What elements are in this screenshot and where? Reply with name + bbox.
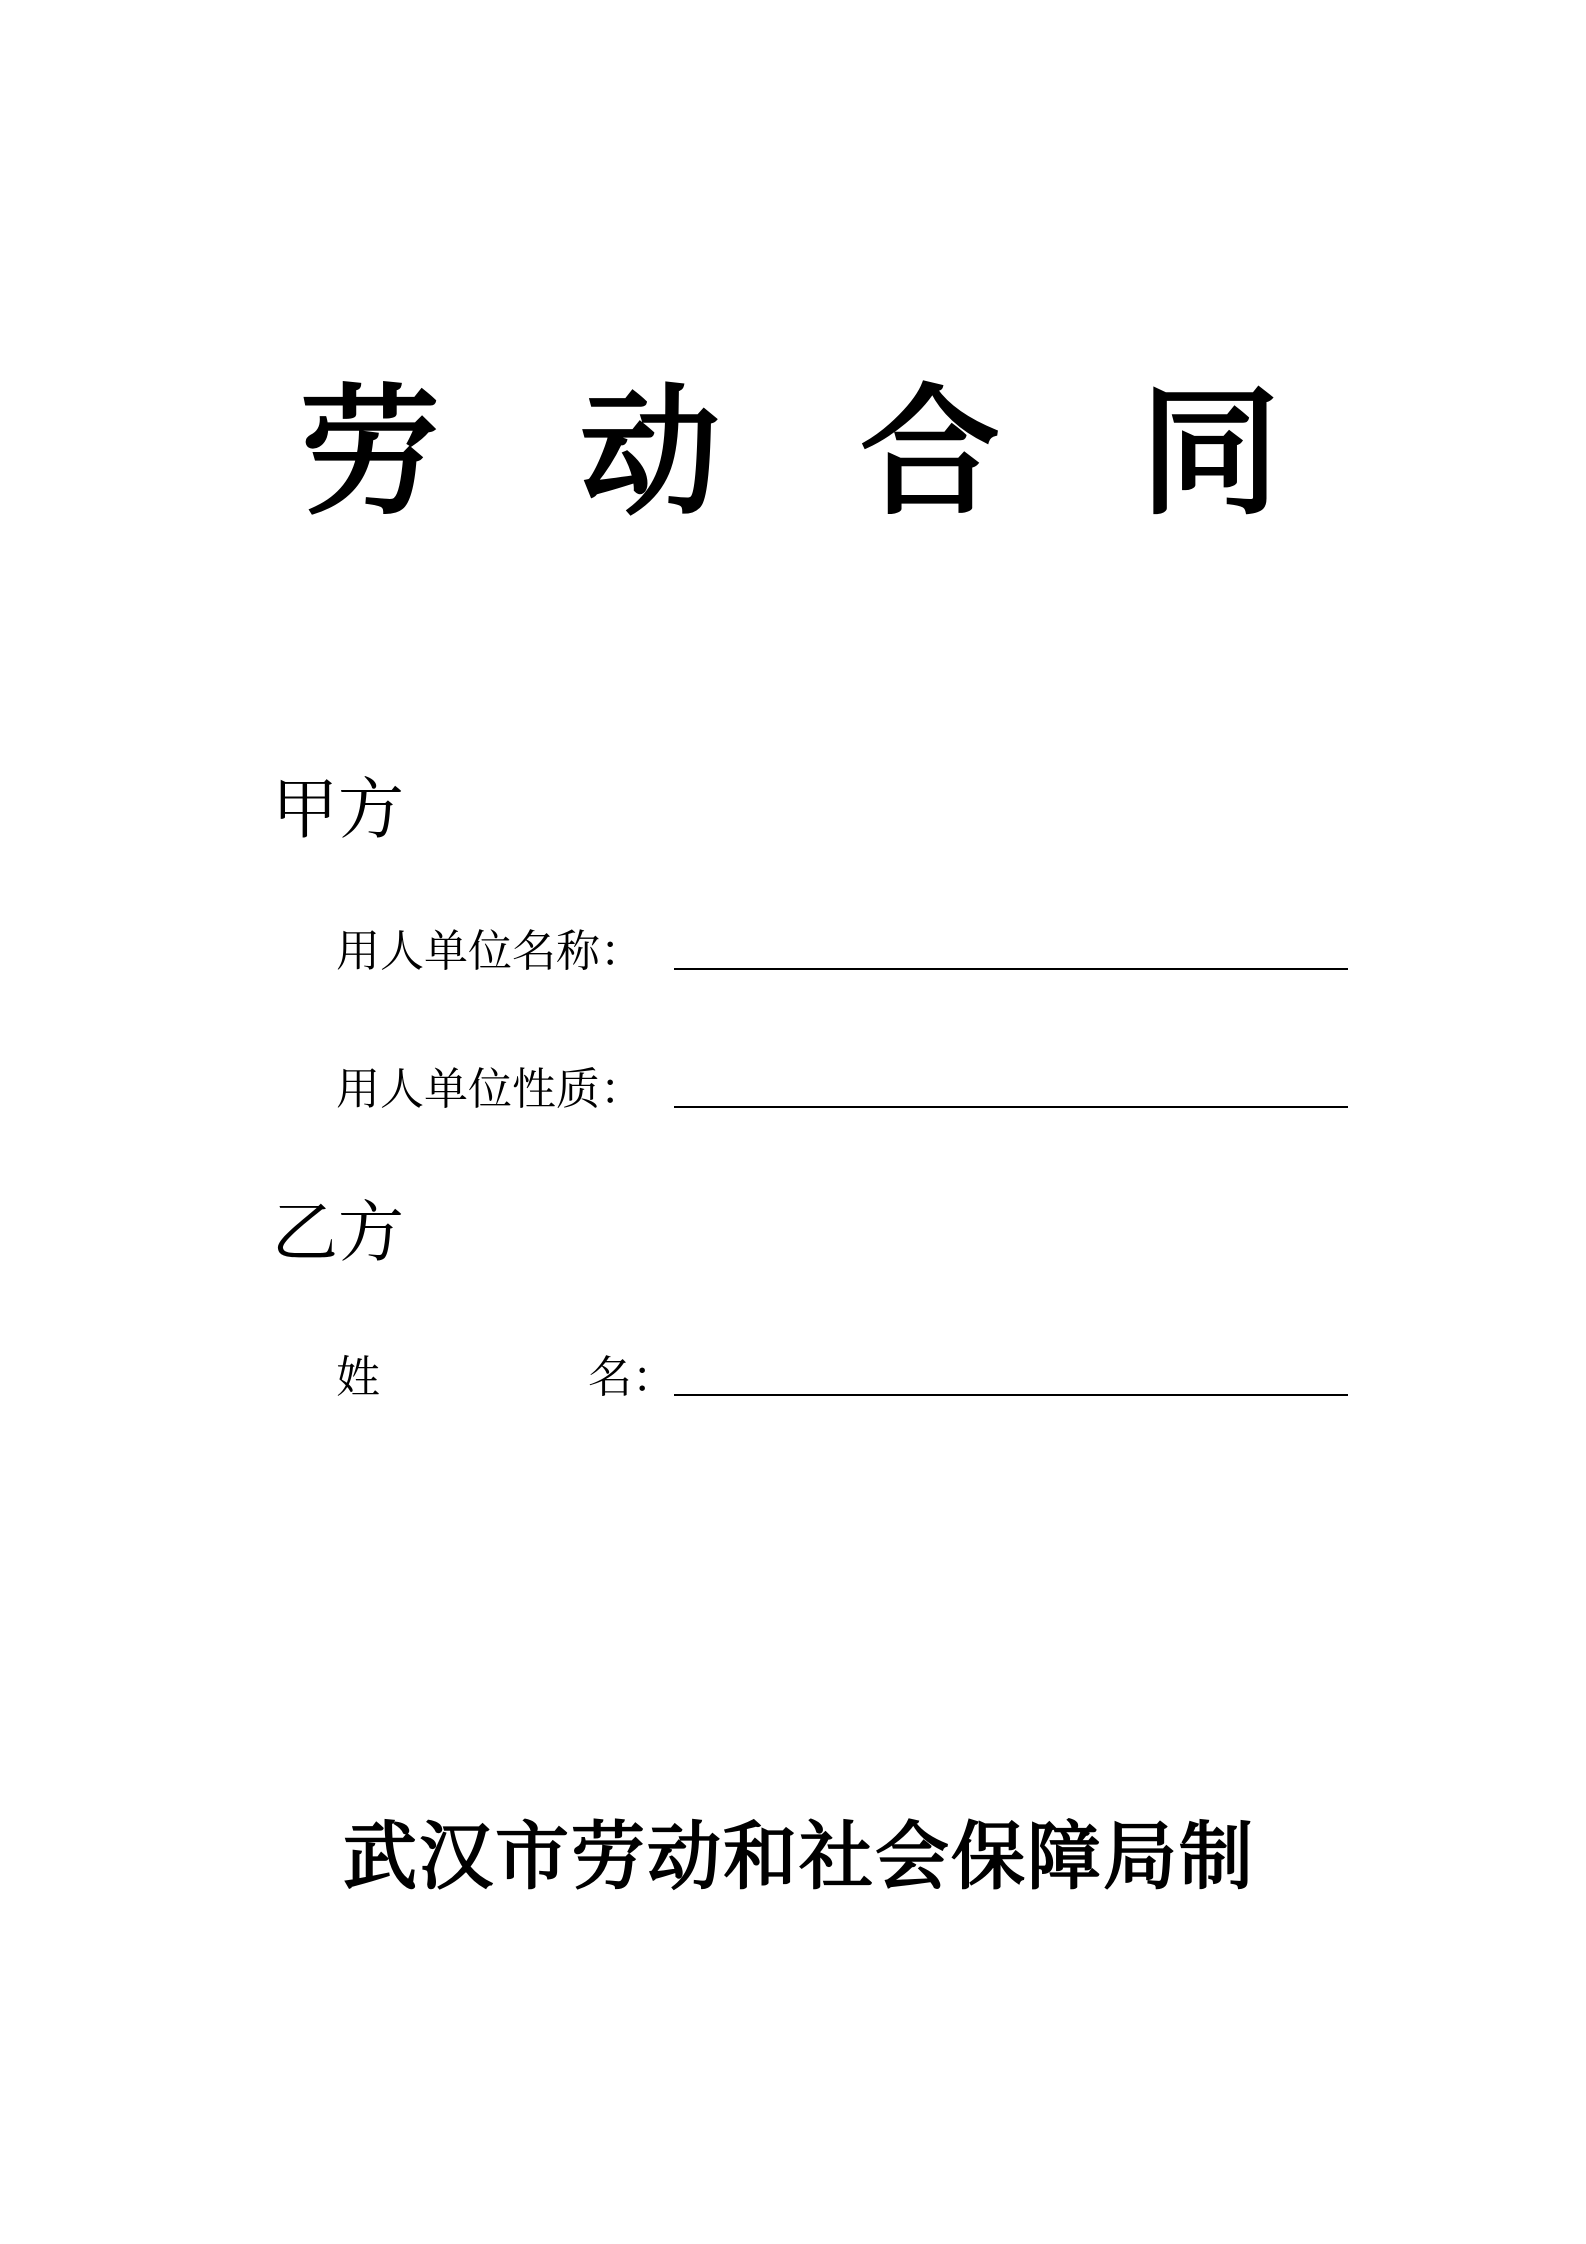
employer-type-input[interactable]	[674, 1056, 1348, 1108]
employee-name-field	[336, 1338, 1348, 1408]
employee-name-label-part: 姓	[336, 1352, 380, 1403]
employer-name-field	[336, 912, 1348, 982]
issuing-authority: 武汉市劳动和社会保障局制	[343, 1814, 1255, 1900]
employer-name-input[interactable]	[674, 918, 1348, 970]
title-char: 合	[860, 371, 1001, 535]
employee-name-input[interactable]	[674, 1344, 1348, 1396]
party-b-heading: 乙方	[272, 1194, 404, 1271]
title-char: 劳	[300, 371, 441, 535]
employer-name-label: 用人单位名称：	[336, 926, 644, 977]
employer-type-field	[336, 1050, 1348, 1120]
document-title	[300, 371, 1281, 535]
employee-name-label	[336, 1348, 676, 1408]
title-char: 动	[580, 371, 721, 535]
title-char: 同	[1140, 371, 1281, 535]
party-a-heading: 甲方	[272, 771, 404, 848]
employer-type-label: 用人单位性质：	[336, 1064, 644, 1115]
employee-name-label-part: 名：	[588, 1352, 676, 1403]
